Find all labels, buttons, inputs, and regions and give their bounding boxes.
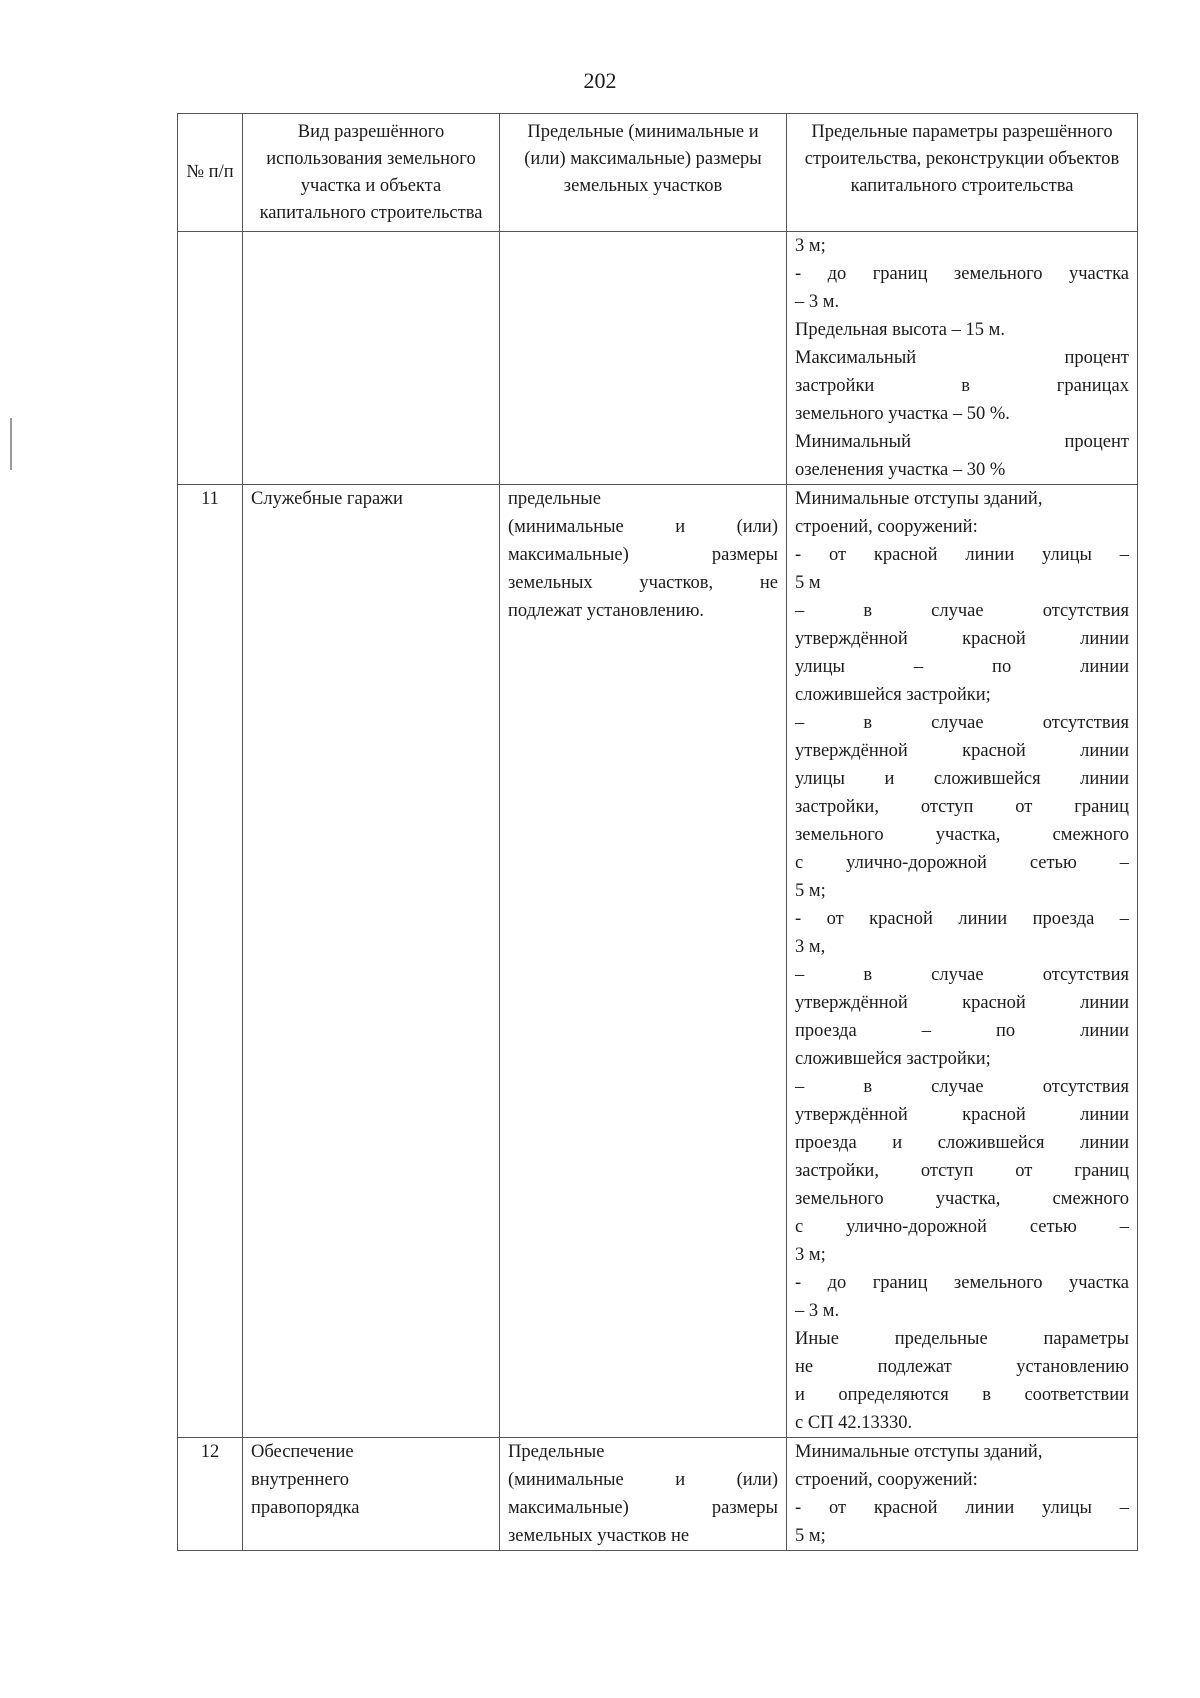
scan-margin-mark xyxy=(10,418,12,470)
cell-line: проезда и сложившейся линии xyxy=(795,1133,1129,1153)
row-plot-sizes xyxy=(500,1438,787,1551)
table-row xyxy=(178,232,1138,485)
row-plot-sizes xyxy=(500,232,787,485)
header-plot-sizes: Предельные (минимальные и (или) максимальные) размеры земельных участков xyxy=(500,114,787,232)
cell-line: – 3 м. xyxy=(795,292,840,312)
cell-line: утверждённой красной линии xyxy=(795,741,1129,761)
row-use-type xyxy=(243,1438,500,1551)
cell-line: с улично-дорожной сетью – xyxy=(795,853,1129,873)
cell-line: 3 м, xyxy=(795,937,826,957)
cell-line: внутреннего xyxy=(251,1470,350,1490)
cell-line: (минимальные и (или) xyxy=(508,1470,778,1490)
cell-line: Обеспечение xyxy=(251,1442,354,1462)
cell-line: строений, сооружений: xyxy=(795,517,978,537)
cell-line: - от красной линии улицы – xyxy=(795,545,1129,565)
cell-line: проезда – по линии xyxy=(795,1021,1129,1041)
cell-line: строений, сооружений: xyxy=(795,1470,978,1490)
cell-line: утверждённой красной линии xyxy=(795,629,1129,649)
cell-line: сложившейся застройки; xyxy=(795,685,991,705)
row-number: 12 xyxy=(178,1438,243,1551)
cell-line: застройки, отступ от границ xyxy=(795,797,1129,817)
cell-line: застройки в границах xyxy=(795,376,1129,396)
cell-line: – 3 м. xyxy=(795,1301,840,1321)
row-plot-sizes xyxy=(500,485,787,1438)
cell-line: с СП 42.13330. xyxy=(795,1413,913,1433)
table-row xyxy=(178,485,1138,1438)
cell-line: – в случае отсутствия xyxy=(795,965,1129,985)
row-number: 11 xyxy=(178,485,243,1438)
cell-line: - от красной линии проезда – xyxy=(795,909,1129,929)
cell-line: – в случае отсутствия xyxy=(795,601,1129,621)
cell-line: земельных участков не xyxy=(508,1526,690,1546)
cell-line: земельных участков, не xyxy=(508,573,778,593)
cell-line: улицы и сложившейся линии xyxy=(795,769,1129,789)
row-build-params xyxy=(787,1438,1138,1551)
cell-line: сложившейся застройки; xyxy=(795,1049,991,1069)
cell-line: 5 м xyxy=(795,573,821,593)
cell-line: максимальные) размеры xyxy=(508,1498,778,1518)
cell-line: максимальные) размеры xyxy=(508,545,778,565)
row-use-type xyxy=(243,232,500,485)
cell-line: улицы – по линии xyxy=(795,657,1129,677)
cell-line: 3 м; xyxy=(795,1245,826,1265)
cell-line: Минимальные отступы зданий, xyxy=(795,489,1043,509)
header-build-params: Предельные параметры разрешённого строительства, реконструкции объектов капитального строительства xyxy=(787,114,1138,232)
cell-line: 3 м; xyxy=(795,236,826,256)
cell-line: - от красной линии улицы – xyxy=(795,1498,1129,1518)
cell-line: – в случае отсутствия xyxy=(795,1077,1129,1097)
cell-line: предельные xyxy=(508,489,601,509)
cell-line: подлежат установлению. xyxy=(508,601,705,621)
cell-line: 5 м; xyxy=(795,881,826,901)
cell-line: - до границ земельного участка xyxy=(795,1273,1129,1293)
cell-line: Максимальный процент xyxy=(795,348,1129,368)
cell-line: земельного участка, смежного xyxy=(795,1189,1129,1209)
zoning-regulations-table xyxy=(177,113,1138,1551)
cell-line: земельного участка – 50 %. xyxy=(795,404,1010,424)
header-number: № п/п xyxy=(178,114,243,232)
cell-line: земельного участка, смежного xyxy=(795,825,1129,845)
table-row xyxy=(178,1438,1138,1551)
cell-line: Предельные xyxy=(508,1442,605,1462)
cell-line: с улично-дорожной сетью – xyxy=(795,1217,1129,1237)
cell-line: застройки, отступ от границ xyxy=(795,1161,1129,1181)
row-build-params xyxy=(787,485,1138,1438)
row-build-params xyxy=(787,232,1138,485)
cell-line: Иные предельные параметры xyxy=(795,1329,1129,1349)
row-number xyxy=(178,232,243,485)
cell-line: (минимальные и (или) xyxy=(508,517,778,537)
cell-line: утверждённой красной линии xyxy=(795,993,1129,1013)
cell-line: Минимальный процент xyxy=(795,432,1129,452)
page-number: 202 xyxy=(583,68,617,93)
header-use-type: Вид разрешённого использования земельного участка и объекта капитального строительства xyxy=(243,114,500,232)
cell-line: не подлежат установлению xyxy=(795,1357,1129,1377)
cell-line: правопорядка xyxy=(251,1498,360,1518)
cell-line: Минимальные отступы зданий, xyxy=(795,1442,1043,1462)
cell-line: озеленения участка – 30 % xyxy=(795,460,1006,480)
cell-line: – в случае отсутствия xyxy=(795,713,1129,733)
cell-line: Предельная высота – 15 м. xyxy=(795,320,1005,340)
cell-line: 5 м; xyxy=(795,1526,826,1546)
cell-line: утверждённой красной линии xyxy=(795,1105,1129,1125)
cell-line: - до границ земельного участка xyxy=(795,264,1129,284)
table-header-row xyxy=(178,114,1138,232)
cell-line: и определяются в соответствии xyxy=(795,1385,1129,1405)
row-use-type: Служебные гаражи xyxy=(243,485,500,1438)
